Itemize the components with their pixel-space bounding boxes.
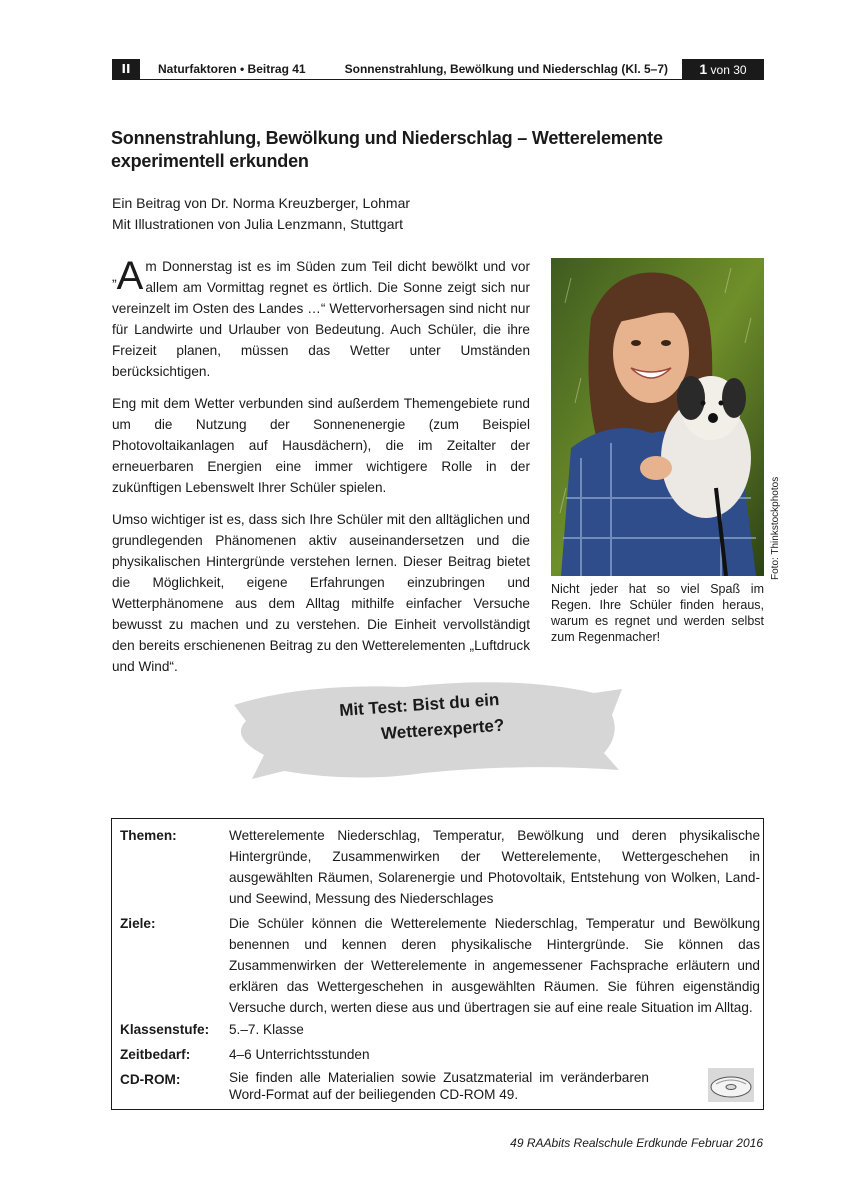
banner-line-2: Wetterexperte?: [380, 715, 505, 744]
paragraph-1-text: m Donnerstag ist es im Süden zum Teil dicht bewölkt und vor allem am Vormittag regnet es örtlich. Die Sonne zeigt sich nur vereinzelt im Osten des Landes …“ Wettervorhersagen sind nicht nur für Landwirte und Urlauber von Bedeutung. Auch Schüler, die ihre Freizeit planen, müssen das Wetter unter Umständen berücksichtigen.: [112, 259, 530, 379]
paragraph-3: Umso wichtiger ist es, dass sich Ihre Schüler mit den alltäglichen und grundlegenden Phänomenen aktiv auseinandersetzen und die physikalischen Hintergründe verstehen lernen. Dieser Beitrag bietet die Möglichkeit, eigene Erfahrungen einzubringen und Wetterphänomene aus dem Alltag mithilfe einfacher Versuche bewusst zu machen und zu verstehen. Die Einheit vervollständigt den bereits erschienenen Beitrag zu den Wetterelementen „Luftdruck und Wind“.: [112, 512, 530, 674]
themen-value: Wetterelemente Niederschlag, Temperatur, Bewölkung und deren physikalische Hintergründe, Zusammenwirken der Wetterelemente, Wettergeschehen in ausgewählten Räumen, Solarenergie und Photovoltaik, Entstehung von Wolken, Land- und Seewind, Messung des Niederschlages: [229, 828, 760, 906]
cdrom-value: Sie finden alle Materialien sowie Zusatzmaterial im veränderbaren Word-Format auf der beiliegenden CD-ROM 49.: [229, 1070, 649, 1102]
paragraph-2: Eng mit dem Wetter verbunden sind außerdem Themengebiete rund um die Nutzung der Sonnenenergie (zum Beispiel Photovoltaikanlagen auf Hausdächern), die im Zeitalter der erneuerbaren Energien eine immer wichtigere Rolle in der zukünftigen Lebenswelt Ihrer Schüler spielen.: [112, 396, 530, 495]
photo-caption: Nicht jeder hat so viel Spaß im Regen. Ihre Schüler finden heraus, warum es regnet und werden selbst zum Regenmacher!: [551, 582, 764, 644]
banner-line-1: Mit Test: Bist du ein: [338, 689, 500, 721]
article-title: Sonnenstrahlung, Bewölkung und Niederschlag – Wetterelemente experimentell erkunden: [111, 128, 663, 171]
page-total: von 30: [710, 63, 747, 77]
running-title: Sonnenstrahlung, Bewölkung und Niederschlag (Kl. 5–7): [344, 62, 668, 76]
page-current: 1: [699, 61, 708, 77]
byline: [112, 193, 410, 235]
klassenstufe-label: Klassenstufe:: [120, 1022, 210, 1037]
article-body: [112, 256, 530, 688]
opening-quote: „: [112, 268, 117, 284]
photo-girl-with-dog: [551, 258, 764, 576]
themen-label: Themen:: [120, 828, 177, 843]
drop-cap-letter: A: [116, 254, 144, 298]
module-label: Naturfaktoren • Beitrag 41: [158, 62, 306, 76]
page-footer: 49 RAAbits Realschule Erdkunde Februar 2016: [510, 1136, 763, 1150]
ziele-value: Die Schüler können die Wetterelemente Niederschlag, Temperatur und Bewölkung benennen und kennen deren physikalische Hintergründe. Sie können das Zusammenwirken der Wetterelemente in angemessener Fachsprache erläutern und erklären das Wettergeschehen in ausgewählten Räumen. Sie führen eigenständig Versuche durch, werten diese aus und übertragen sie auf eine reale Situation im Alltag.: [229, 916, 760, 1015]
klassenstufe-value: 5.–7. Klasse: [229, 1022, 304, 1037]
author-line: Ein Beitrag von Dr. Norma Kreuzberger, Lohmar: [112, 195, 411, 211]
info-box: [111, 818, 764, 1110]
ziele-label: Ziele:: [120, 916, 156, 931]
drop-cap: [112, 254, 144, 298]
paragraph-1: [112, 256, 530, 382]
zeitbedarf-label: Zeitbedarf:: [120, 1047, 191, 1062]
photo-credit: Foto: Thinkstockphotos: [770, 476, 781, 580]
section-marker: II: [112, 59, 140, 80]
cdrom-label: CD-ROM:: [120, 1072, 181, 1087]
zeitbedarf-value: 4–6 Unterrichtsstunden: [229, 1047, 370, 1062]
illustrator-line: Mit Illustrationen von Julia Lenzmann, Stuttgart: [112, 216, 404, 232]
page-header: [112, 59, 764, 80]
cd-rom-icon: [708, 1068, 754, 1102]
page-number: [682, 59, 764, 80]
